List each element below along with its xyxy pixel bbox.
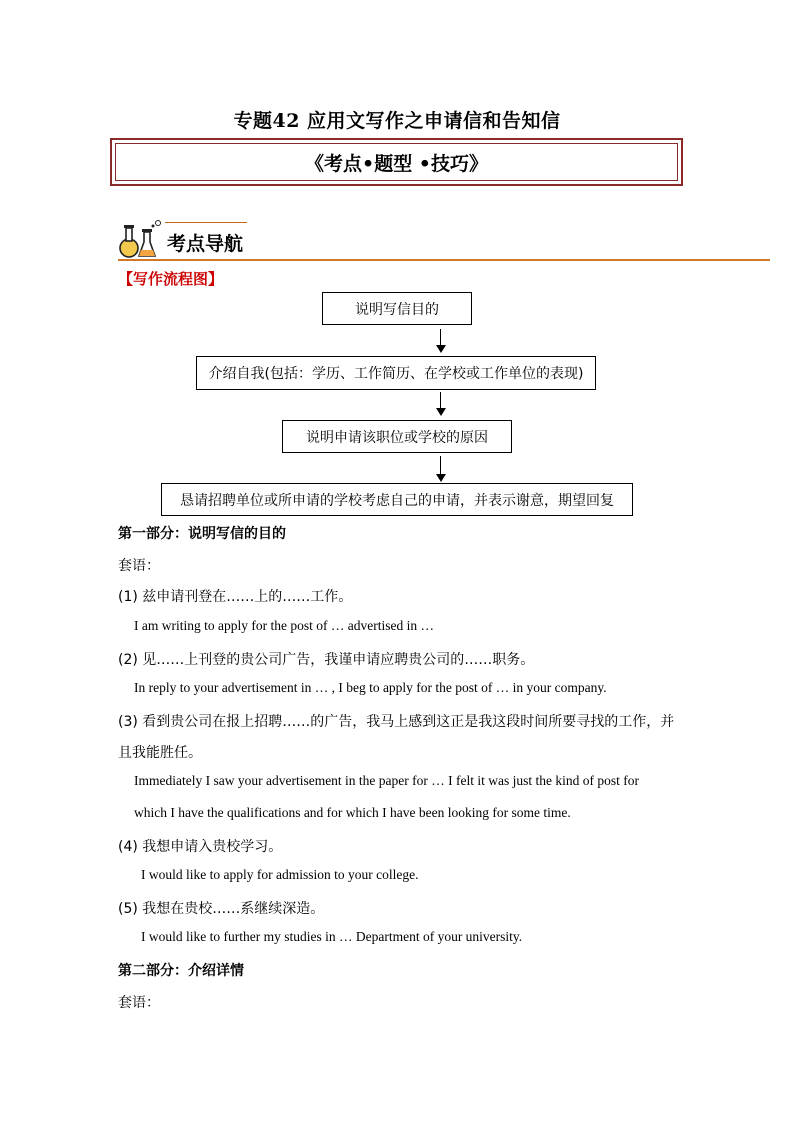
phrase-en: I would like to apply for admission to your college. bbox=[141, 867, 419, 882]
phrase-en: Immediately I saw your advertisement in the paper for … I felt it was just the kind of post for bbox=[134, 773, 639, 788]
phrase-en: In reply to your advertisement in … , I beg to apply for the post of … in your company. bbox=[134, 680, 607, 695]
part2-heading: 第二部分：介绍详情 bbox=[118, 963, 244, 979]
flow-arrow-icon bbox=[438, 456, 444, 482]
flow-step-4: 恳请招聘单位或所申请的学校考虑自己的申请，并表示谢意，期望回复 bbox=[161, 483, 633, 516]
flowchart-heading: 【写作流程图】 bbox=[118, 270, 224, 288]
phrase-cn: (4) 我想申请入贵校学习。 bbox=[118, 839, 283, 855]
flow-step-3: 说明申请该职位或学校的原因 bbox=[282, 420, 512, 453]
lab-flask-icon bbox=[118, 218, 164, 260]
phrase-en-continued: which I have the qualifications and for which I have been looking for some time. bbox=[134, 805, 571, 820]
nav-divider bbox=[118, 259, 770, 261]
document-title: 专题42 应用文写作之申请信和告知信 bbox=[233, 110, 561, 132]
phrase-cn: (5) 我想在贵校……系继续深造。 bbox=[118, 901, 325, 917]
flow-step-1: 说明写信目的 bbox=[322, 292, 472, 325]
phrase-cn: (3) 看到贵公司在报上招聘……的广告，我马上感到这正是我这段时间所要寻找的工作，并 bbox=[118, 714, 675, 730]
phrase-cn: (1) 兹申请刊登在……上的……工作。 bbox=[118, 589, 353, 605]
nav-accent-line bbox=[165, 222, 247, 223]
part1-heading: 第一部分：说明写信的目的 bbox=[118, 526, 286, 542]
part1-phrases-label: 套语： bbox=[118, 558, 160, 574]
nav-title: 考点导航 bbox=[167, 233, 244, 255]
phrase-en: I would like to further my studies in … Department of your university. bbox=[141, 929, 523, 944]
topic-frame-label: 《考点•题型 •技巧》 bbox=[115, 143, 678, 181]
phrase-cn-continued: 且我能胜任。 bbox=[118, 745, 202, 761]
part2-phrases-label: 套语： bbox=[118, 995, 160, 1011]
flow-arrow-icon bbox=[438, 392, 444, 416]
topic-frame bbox=[110, 138, 683, 186]
phrase-en: I am writing to apply for the post of … advertised in … bbox=[134, 618, 434, 633]
flow-step-2: 介绍自我(包括：学历、工作简历、在学校或工作单位的表现) bbox=[196, 356, 596, 390]
phrase-cn: (2) 见……上刊登的贵公司广告，我谨申请应聘贵公司的……职务。 bbox=[118, 652, 535, 668]
flow-arrow-icon bbox=[438, 329, 444, 353]
